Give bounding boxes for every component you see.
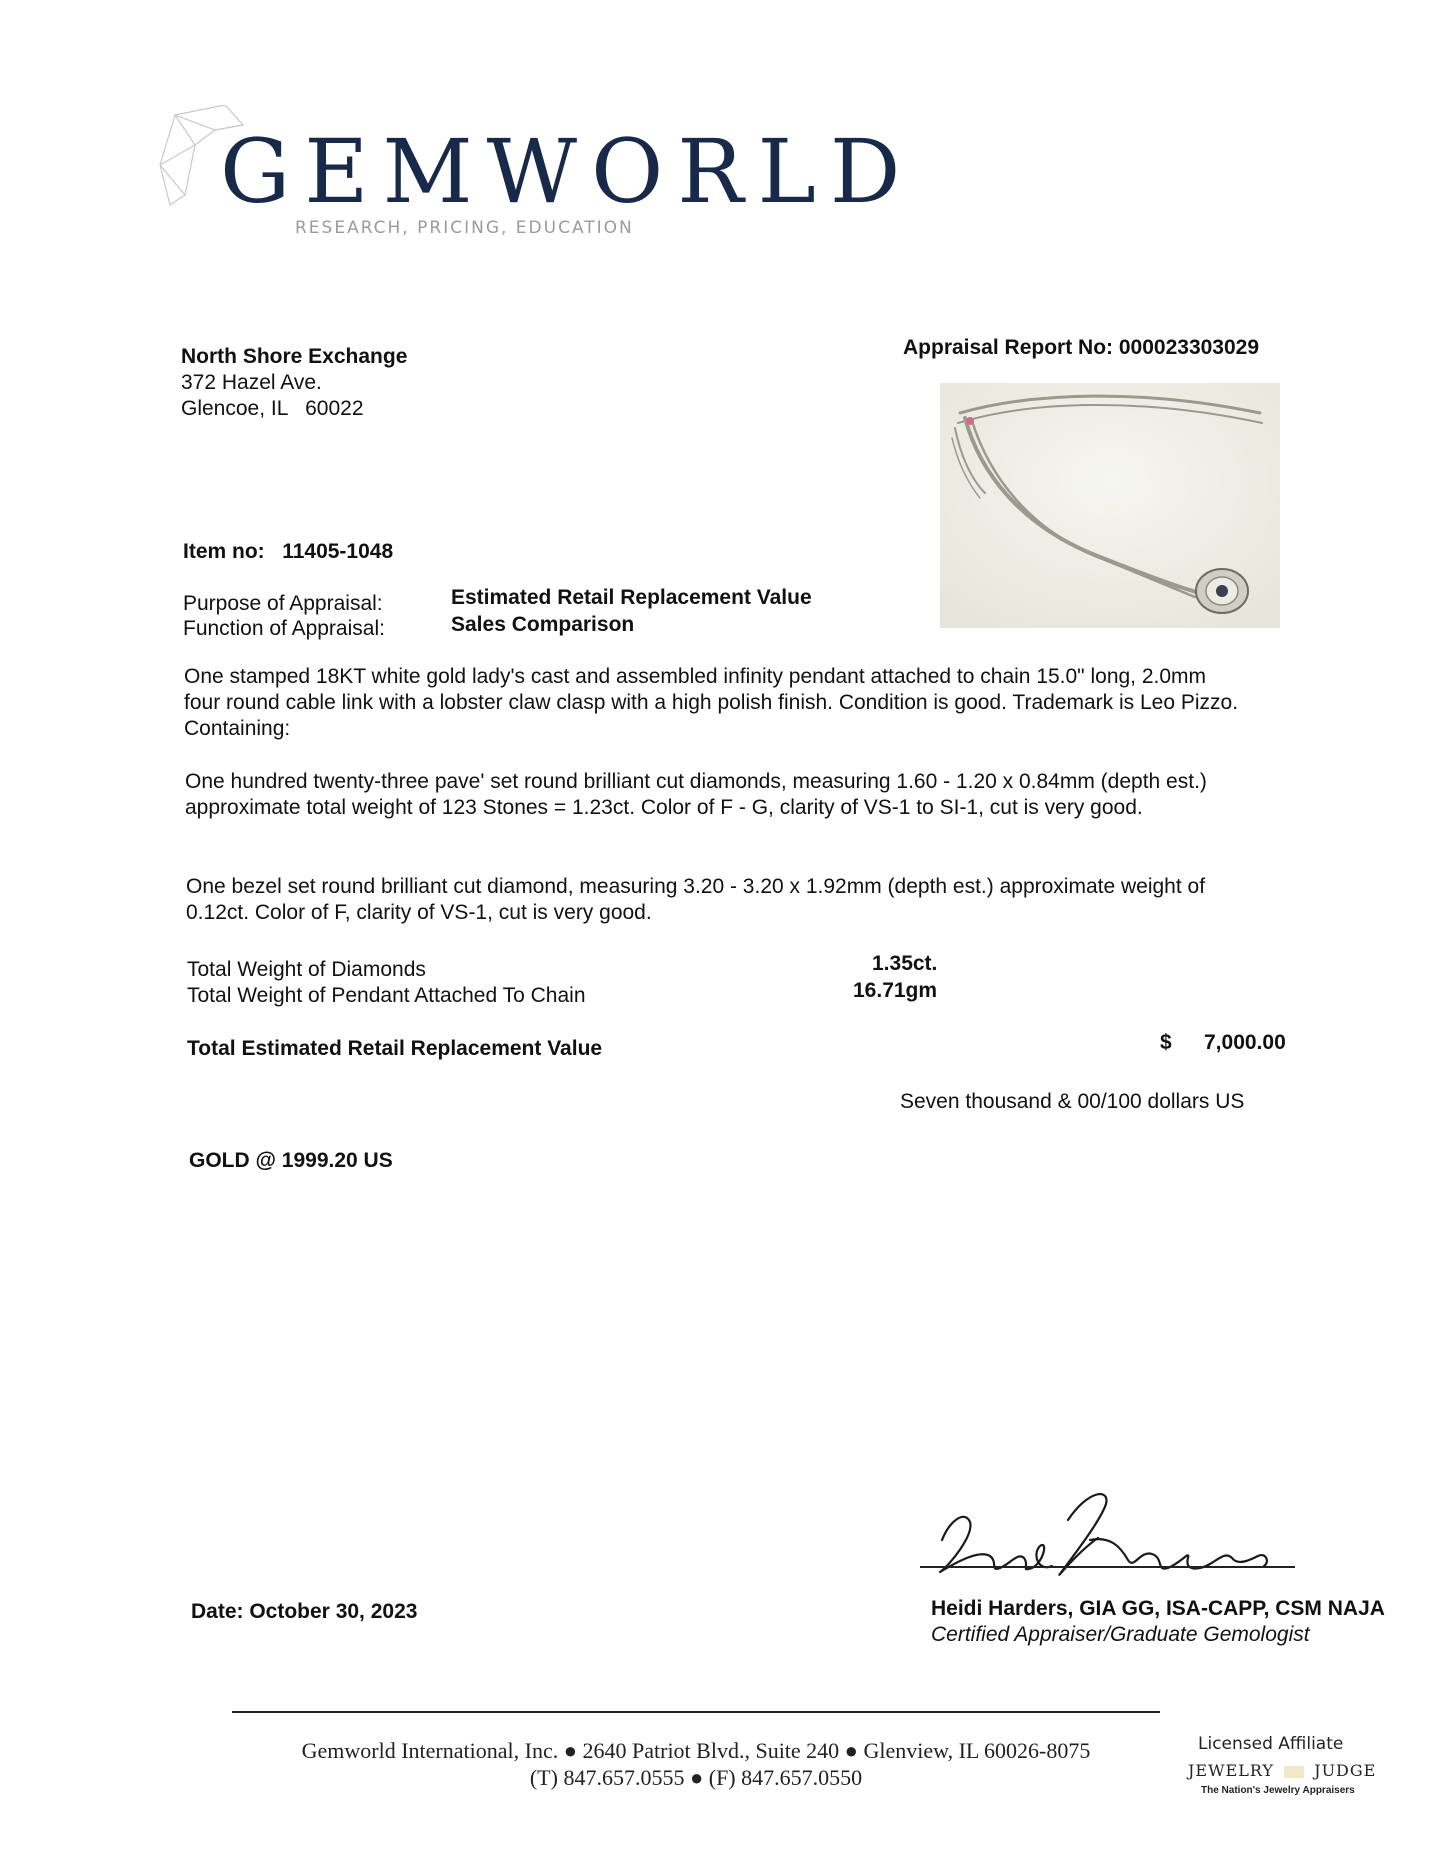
affiliate-brand-logo <box>1188 1761 1376 1780</box>
footer-divider <box>232 1711 1160 1713</box>
bezel-diamond-paragraph: One bezel set round brilliant cut diamond, measuring 3.20 - 3.20 x 1.92mm (depth est.) approximate weight of 0.12ct. Color of F, clarity of VS-1, cut is very good. <box>186 875 1206 924</box>
pave-diamonds-paragraph: One hundred twenty-three pave' set round brilliant cut diamonds, measuring 1.60 - 1.20 x 0.84mm (depth est.) approximate total weight of 123 Stones = 1.23ct. Color of F - G, clarity of VS-1 to SI-1, cut is very good. <box>185 770 1207 819</box>
gavel-icon <box>1284 1766 1304 1778</box>
currency-symbol: $ <box>1160 1031 1172 1054</box>
function-value: Sales Comparison <box>451 613 635 636</box>
client-name: North Shore Exchange <box>181 345 408 368</box>
affiliate-brand-word1: JEWELRY <box>1188 1761 1274 1780</box>
footer-phone: (T) 847.657.0555 ● (F) 847.657.0550 <box>529 1765 863 1790</box>
total-pendant-label: Total Weight of Pendant Attached To Chain <box>187 984 586 1007</box>
report-number-value: 000023303029 <box>1118 336 1260 359</box>
purpose-label: Purpose of Appraisal: <box>183 592 383 615</box>
client-city: Glencoe, IL 60022 <box>181 397 364 420</box>
replacement-value-label: Total Estimated Retail Replacement Value <box>187 1037 603 1060</box>
total-pendant-value: 16.71gm <box>853 979 938 1002</box>
report-number-label: Appraisal Report No: <box>903 336 1114 359</box>
total-diamonds-value: 1.35ct. <box>872 952 938 975</box>
item-description-paragraph: One stamped 18KT white gold lady's cast and assembled infinity pendant attached to chain 15.0" long, 2.0mm four round cable link with a lobster claw clasp with a high polish finish. Condition is good. Trademark is Leo Pizzo. Containing: <box>184 665 1239 740</box>
replacement-value-amount: 7,000.00 <box>1204 1031 1286 1054</box>
client-street: 372 Hazel Ave. <box>181 371 322 394</box>
appraiser-name: Heidi Harders, GIA GG, ISA-CAPP, CSM NAJA <box>931 1597 1385 1620</box>
signature-line <box>920 1566 1295 1568</box>
appraisal-date: Date: October 30, 2023 <box>191 1600 418 1623</box>
affiliate-brand-word2: JUDGE <box>1314 1761 1377 1780</box>
appraiser-signature <box>920 1480 1290 1590</box>
item-number-line <box>183 539 393 565</box>
affiliate-label: Licensed Affiliate <box>1198 1734 1344 1754</box>
necklace-photo <box>940 383 1280 628</box>
gold-price: GOLD @ 1999.20 US <box>189 1149 393 1172</box>
footer-address: Gemworld International, Inc. ● 2640 Patriot Blvd., Suite 240 ● Glenview, IL 60026-8075 <box>301 1738 1091 1763</box>
amount-in-words: Seven thousand & 00/100 dollars US <box>900 1090 1245 1113</box>
purpose-value: Estimated Retail Replacement Value <box>451 586 812 609</box>
report-number-line <box>903 335 1259 361</box>
function-label: Function of Appraisal: <box>183 617 385 640</box>
gemworld-tagline: RESEARCH, PRICING, EDUCATION <box>295 218 634 238</box>
gemworld-logo-wordmark: GEMWORLD <box>220 120 915 223</box>
total-diamonds-label: Total Weight of Diamonds <box>187 958 426 981</box>
item-number-label: Item no: <box>183 540 265 563</box>
appraiser-title: Certified Appraiser/Graduate Gemologist <box>931 1623 1310 1646</box>
item-number-value: 11405-1048 <box>282 540 394 563</box>
affiliate-subtitle: The Nation's Jewelry Appraisers <box>1201 1785 1355 1796</box>
